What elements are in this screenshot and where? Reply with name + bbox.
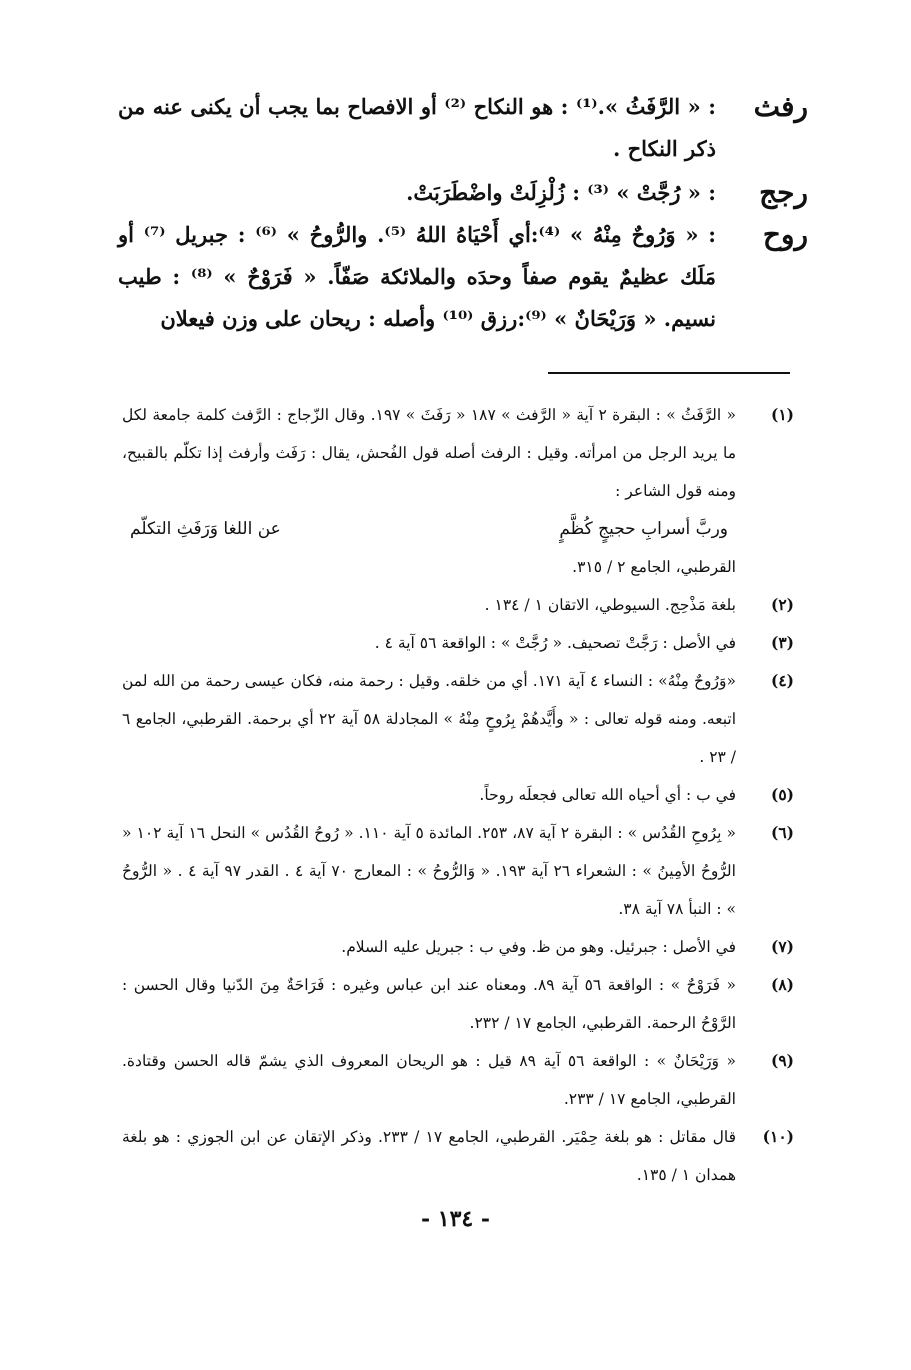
footnote-number: (٩) [770,1051,794,1070]
entry-rawh [118,214,808,340]
footnote-8 [122,966,794,1042]
footnote-text: « بِرُوحِ القُدُس » : البقرة ٢ آية ٨٧، ٢٥٣. المائدة ٥ آية ١١٠. « رُوحُ القُدُس » النحل ١٦ آية ١٠٢ « الرُّوحُ الأمِينُ » : الشعراء ٢٦ آية ١٩٣. « وَالرُّوحُ » : المعارج ٧٠ آية ٤ . القدر ٩٧ آية ٤ . « الرُّوحُ » : النبأ ٧٨ آية ٣٨. [122,824,736,918]
footnote-4 [122,662,794,776]
footnote-text: « الرَّفَثُ » : البقرة ٢ آية « الرَّفث » ١٨٧ « رَفَثَ » ١٩٧. وقال الزّجاج : الرَّفث كلمة جامعة لكل ما يريد الرجل من امرأته. وقيل : الرفث أصله قول الفُحش، يقال : رَفَث وأرفث إذا تكلّم بالقبيح، ومنه قول الشاعر : [122,406,736,500]
entry-text: : « الرَّفَثُ ».⁽¹⁾ : هو النكاح ⁽²⁾ أو الافصاح بما يجب أن يكنى عنه من ذكر النكاح . [118,94,716,161]
entry-text: : « وَرُوحٌ مِنْهُ » ⁽⁴⁾:أي أَحْيَاهُ اللهُ ⁽⁵⁾. والرُّوحُ » ⁽⁶⁾ : جبريل ⁽⁷⁾ أو مَلَك عظيمٌ يقوم صفاً وحدَه والملائكة صَفّاً. « فَرَوْحٌ » ⁽⁸⁾ : طيب نسيم. « وَرَيْحَانٌ » ⁽⁹⁾:رزق ⁽¹⁰⁾ وأصله : ريحان على وزن فيعلان [118,222,716,331]
footnote-6 [122,814,794,928]
footnote-number: (٥) [770,785,794,804]
footnote-number: (٧) [770,937,794,956]
footnote-number: (١٠) [762,1127,794,1146]
footnote-text: في الأصل : رَجَّتْ تصحيف. « رُجَّتْ » : الواقعة ٥٦ آية ٤ . [374,634,736,652]
footnote-7 [122,928,794,966]
footnote-separator [548,372,790,374]
entry-text: : « رُجَّتْ » ⁽³⁾ : زُلْزِلَتْ واضْطَرَبَتْ. [406,180,716,205]
entry-rajj [118,172,808,214]
footnote-number: (١) [770,405,794,424]
footnote-number: (٤) [770,671,794,690]
footnote-3 [122,624,794,662]
entry-headword: روح [762,218,808,251]
footnote-2 [122,586,794,624]
footnote-text: قال مقاتل : هو بلغة حِمْيَر. القرطبي، الجامع ١٧ / ٢٣٣. وذكر الإتقان عن ابن الجوزي : هو بلغة همدان ١ / ١٣٥. [122,1128,736,1184]
footnote-text: «وَرُوحٌ مِنْهُ» : النساء ٤ آية ١٧١. أي من خلقه. وقيل : رحمة منه، فكان عيسى رحمة من الله لمن اتبعه. ومنه قوله تعالى : « وأَيَّدهُمْ بِرُوحٍ مِنْهُ » المجادلة ٥٨ آية ٢٢ أي برحمة. القرطبي، الجامع ٦ / ٢٣ . [122,672,736,766]
glossary-entries [118,86,808,340]
footnotes [122,396,794,1194]
footnote-5 [122,776,794,814]
footnote-text: « وَرَيْحَانٌ » : الواقعة ٥٦ آية ٨٩ قيل : هو الريحان المعروف الذي يشمّ قاله الحسن وقتادة. القرطبي، الجامع ١٧ / ٢٣٣. [122,1052,736,1108]
entry-headword: رجج [759,176,808,209]
footnote-text: في الأصل : جبرئيل. وهو من ظ. وفي ب : جبريل عليه السلام. [341,938,736,956]
entry-headword: رفث [753,90,808,123]
verse-source: القرطبي، الجامع ٢ / ٣١٥. [572,558,736,576]
footnote-number: (٢) [770,595,794,614]
page-number: - ١٣٤ - [420,1206,491,1232]
footnote-9 [122,1042,794,1118]
footnote-number: (٨) [770,975,794,994]
footnote-number: (٦) [770,823,794,842]
verse-hemistich-right: وربَّ أسرابِ حجيجٍ كُظَّمٍ [559,519,728,539]
footnote-text: « فَرَوْحٌ » : الواقعة ٥٦ آية ٨٩. ومعناه عند ابن عباس وغيره : فَرَاحَةٌ مِنَ الدّنيا وقال الحسن : الرَّوْحُ الرحمة. القرطبي، الجامع ١٧ / ٢٣٢. [122,976,737,1032]
footnote-text: في ب : أي أحياه الله تعالى فجعلَه روحاً. [479,786,736,804]
footnote-text: بلغة مَذْحِج. السيوطي، الاتقان ١ / ١٣٤ . [484,596,736,614]
footnote-10 [122,1118,794,1194]
poetry-verse [122,510,736,548]
verse-hemistich-left: عن اللغا وَرَفَثِ التكلّم [130,519,281,539]
entry-rafath [118,86,808,170]
footnote-1 [122,396,794,586]
footnote-number: (٣) [770,633,794,652]
